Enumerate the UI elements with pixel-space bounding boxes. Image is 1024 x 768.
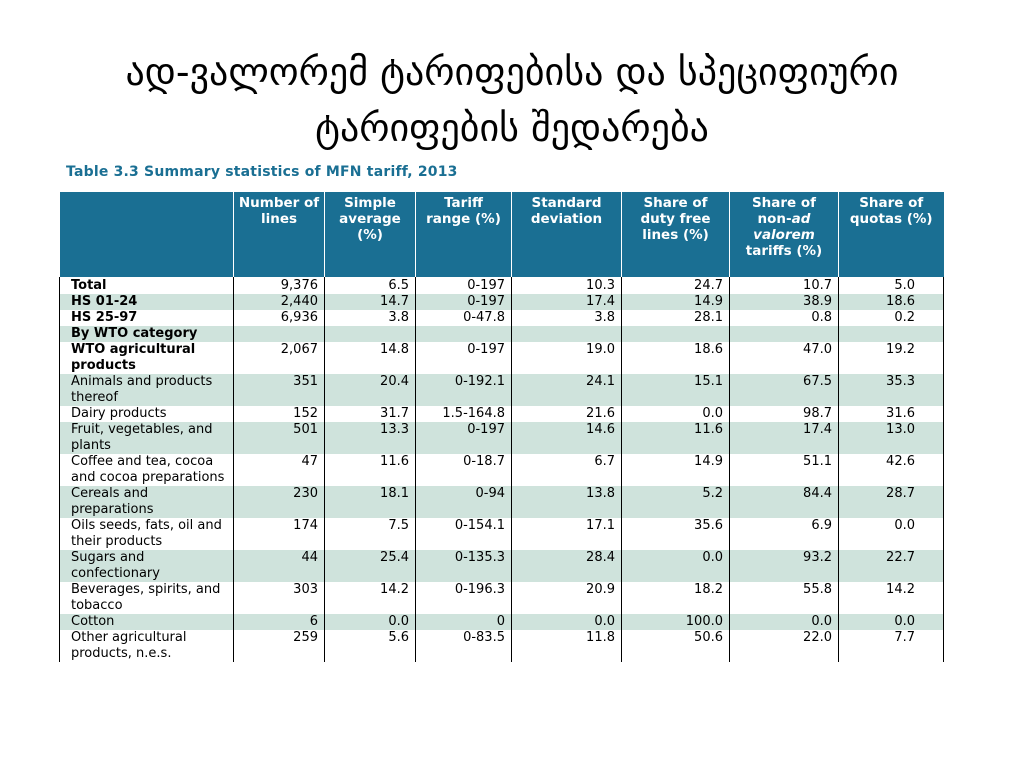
cell-number-of-lines: 230 <box>234 486 325 518</box>
cell-duty-free-share: 5.2 <box>622 486 730 518</box>
cell-quotas-share: 28.7 <box>839 486 944 518</box>
header-number-of-lines: Number of lines <box>234 192 325 277</box>
cell-non-ad-valorem-share: 0.0 <box>730 614 839 630</box>
cell-non-ad-valorem-share: 0.8 <box>730 310 839 326</box>
cell-duty-free-share: 28.1 <box>622 310 730 326</box>
cell-duty-free-share: 24.7 <box>622 277 730 294</box>
table-row <box>60 342 944 374</box>
table-row <box>60 277 944 294</box>
cell-non-ad-valorem-share: 93.2 <box>730 550 839 582</box>
cell-number-of-lines: 47 <box>234 454 325 486</box>
cell-standard-deviation: 14.6 <box>512 422 622 454</box>
table-row <box>60 310 944 326</box>
cell-quotas-share: 31.6 <box>839 406 944 422</box>
row-label: Beverages, spirits, and tobacco <box>60 582 234 614</box>
cell-simple-average: 14.2 <box>325 582 416 614</box>
row-label: WTO agricultural products <box>60 342 234 374</box>
cell-number-of-lines: 2,067 <box>234 342 325 374</box>
cell-number-of-lines: 501 <box>234 422 325 454</box>
cell-standard-deviation: 10.3 <box>512 277 622 294</box>
row-label: Fruit, vegetables, and plants <box>60 422 234 454</box>
cell-tariff-range: 0 <box>416 614 512 630</box>
row-label: Cereals and preparations <box>60 486 234 518</box>
table-header-row <box>60 192 944 277</box>
cell-standard-deviation: 3.8 <box>512 310 622 326</box>
table-row <box>60 582 944 614</box>
cell-simple-average: 14.7 <box>325 294 416 310</box>
cell-simple-average: 18.1 <box>325 486 416 518</box>
cell-standard-deviation: 6.7 <box>512 454 622 486</box>
cell-quotas-share: 19.2 <box>839 342 944 374</box>
cell-non-ad-valorem-share: 55.8 <box>730 582 839 614</box>
header-non-ad-italic: ad valorem <box>753 211 815 243</box>
mfn-tariff-table <box>59 192 944 662</box>
table-row <box>60 454 944 486</box>
cell-quotas-share: 0.0 <box>839 518 944 550</box>
cell-quotas-share: 13.0 <box>839 422 944 454</box>
cell-non-ad-valorem-share: 38.9 <box>730 294 839 310</box>
header-non-ad-valorem-share <box>730 192 839 277</box>
cell-tariff-range: 1.5-164.8 <box>416 406 512 422</box>
header-simple-average: Simple average (%) <box>325 192 416 277</box>
cell-standard-deviation: 20.9 <box>512 582 622 614</box>
row-label: HS 25-97 <box>60 310 234 326</box>
cell-standard-deviation: 17.4 <box>512 294 622 310</box>
cell-quotas-share: 7.7 <box>839 630 944 662</box>
cell-non-ad-valorem-share: 67.5 <box>730 374 839 406</box>
table-row <box>60 550 944 582</box>
cell-duty-free-share: 0.0 <box>622 406 730 422</box>
row-label: Sugars and confectionary <box>60 550 234 582</box>
header-quotas-share: Share of quotas (%) <box>839 192 944 277</box>
header-category <box>60 192 234 277</box>
cell-tariff-range <box>416 326 512 342</box>
cell-simple-average: 13.3 <box>325 422 416 454</box>
cell-simple-average <box>325 326 416 342</box>
cell-quotas-share: 5.0 <box>839 277 944 294</box>
cell-non-ad-valorem-share: 6.9 <box>730 518 839 550</box>
table-row <box>60 630 944 662</box>
cell-number-of-lines: 6,936 <box>234 310 325 326</box>
cell-tariff-range: 0-47.8 <box>416 310 512 326</box>
cell-standard-deviation: 24.1 <box>512 374 622 406</box>
row-label: Other agricultural products, n.e.s. <box>60 630 234 662</box>
cell-tariff-range: 0-83.5 <box>416 630 512 662</box>
cell-duty-free-share <box>622 326 730 342</box>
cell-simple-average: 0.0 <box>325 614 416 630</box>
table-row <box>60 518 944 550</box>
cell-tariff-range: 0-94 <box>416 486 512 518</box>
table-row <box>60 422 944 454</box>
cell-tariff-range: 0-197 <box>416 342 512 374</box>
cell-non-ad-valorem-share <box>730 326 839 342</box>
cell-tariff-range: 0-196.3 <box>416 582 512 614</box>
cell-simple-average: 25.4 <box>325 550 416 582</box>
cell-non-ad-valorem-share: 47.0 <box>730 342 839 374</box>
row-label: Total <box>60 277 234 294</box>
cell-number-of-lines: 174 <box>234 518 325 550</box>
cell-number-of-lines: 9,376 <box>234 277 325 294</box>
cell-duty-free-share: 50.6 <box>622 630 730 662</box>
cell-standard-deviation: 21.6 <box>512 406 622 422</box>
slide-title-line-1: ად-ვალორემ ტარიფებისა და სპეციფიური <box>125 50 899 94</box>
cell-duty-free-share: 18.2 <box>622 582 730 614</box>
cell-quotas-share: 14.2 <box>839 582 944 614</box>
header-non-ad-suffix: tariffs (%) <box>745 243 823 259</box>
cell-number-of-lines: 2,440 <box>234 294 325 310</box>
cell-tariff-range: 0-154.1 <box>416 518 512 550</box>
cell-simple-average: 3.8 <box>325 310 416 326</box>
header-tariff-range: Tariff range (%) <box>416 192 512 277</box>
cell-simple-average: 11.6 <box>325 454 416 486</box>
cell-non-ad-valorem-share: 17.4 <box>730 422 839 454</box>
cell-standard-deviation: 28.4 <box>512 550 622 582</box>
cell-quotas-share: 0.2 <box>839 310 944 326</box>
row-label: HS 01-24 <box>60 294 234 310</box>
table-row <box>60 294 944 310</box>
cell-non-ad-valorem-share: 51.1 <box>730 454 839 486</box>
cell-simple-average: 6.5 <box>325 277 416 294</box>
cell-duty-free-share: 35.6 <box>622 518 730 550</box>
cell-duty-free-share: 11.6 <box>622 422 730 454</box>
table-row <box>60 406 944 422</box>
cell-tariff-range: 0-192.1 <box>416 374 512 406</box>
row-label: Animals and products thereof <box>60 374 234 406</box>
cell-tariff-range: 0-135.3 <box>416 550 512 582</box>
table-row <box>60 326 944 342</box>
cell-quotas-share: 42.6 <box>839 454 944 486</box>
cell-standard-deviation: 19.0 <box>512 342 622 374</box>
cell-simple-average: 20.4 <box>325 374 416 406</box>
cell-non-ad-valorem-share: 22.0 <box>730 630 839 662</box>
row-label: Dairy products <box>60 406 234 422</box>
table-row <box>60 486 944 518</box>
cell-standard-deviation: 13.8 <box>512 486 622 518</box>
cell-duty-free-share: 15.1 <box>622 374 730 406</box>
cell-tariff-range: 0-18.7 <box>416 454 512 486</box>
table-caption: Table 3.3 Summary statistics of MFN tariff, 2013 <box>66 164 458 180</box>
cell-tariff-range: 0-197 <box>416 422 512 454</box>
table-row <box>60 374 944 406</box>
header-duty-free-share: Share of duty free lines (%) <box>622 192 730 277</box>
cell-duty-free-share: 18.6 <box>622 342 730 374</box>
cell-number-of-lines: 303 <box>234 582 325 614</box>
cell-simple-average: 7.5 <box>325 518 416 550</box>
cell-tariff-range: 0-197 <box>416 277 512 294</box>
cell-quotas-share: 18.6 <box>839 294 944 310</box>
cell-standard-deviation: 11.8 <box>512 630 622 662</box>
cell-simple-average: 31.7 <box>325 406 416 422</box>
row-label: Coffee and tea, cocoa and cocoa preparations <box>60 454 234 486</box>
slide-title <box>40 44 984 156</box>
header-standard-deviation: Standard deviation <box>512 192 622 277</box>
cell-standard-deviation <box>512 326 622 342</box>
cell-duty-free-share: 14.9 <box>622 294 730 310</box>
row-label: By WTO category <box>60 326 234 342</box>
cell-duty-free-share: 14.9 <box>622 454 730 486</box>
cell-number-of-lines <box>234 326 325 342</box>
cell-number-of-lines: 44 <box>234 550 325 582</box>
cell-non-ad-valorem-share: 98.7 <box>730 406 839 422</box>
cell-simple-average: 5.6 <box>325 630 416 662</box>
cell-standard-deviation: 0.0 <box>512 614 622 630</box>
cell-duty-free-share: 100.0 <box>622 614 730 630</box>
cell-non-ad-valorem-share: 84.4 <box>730 486 839 518</box>
cell-number-of-lines: 6 <box>234 614 325 630</box>
row-label: Cotton <box>60 614 234 630</box>
cell-standard-deviation: 17.1 <box>512 518 622 550</box>
table-body <box>60 277 944 662</box>
cell-number-of-lines: 259 <box>234 630 325 662</box>
cell-quotas-share: 0.0 <box>839 614 944 630</box>
table-row <box>60 614 944 630</box>
cell-duty-free-share: 0.0 <box>622 550 730 582</box>
header-non-ad-prefix: Share of non- <box>751 195 817 227</box>
cell-number-of-lines: 152 <box>234 406 325 422</box>
cell-non-ad-valorem-share: 10.7 <box>730 277 839 294</box>
cell-simple-average: 14.8 <box>325 342 416 374</box>
cell-number-of-lines: 351 <box>234 374 325 406</box>
row-label: Oils seeds, fats, oil and their products <box>60 518 234 550</box>
slide-title-line-2: ტარიფების შედარება <box>315 106 709 150</box>
cell-quotas-share: 22.7 <box>839 550 944 582</box>
cell-quotas-share <box>839 326 944 342</box>
cell-tariff-range: 0-197 <box>416 294 512 310</box>
cell-quotas-share: 35.3 <box>839 374 944 406</box>
